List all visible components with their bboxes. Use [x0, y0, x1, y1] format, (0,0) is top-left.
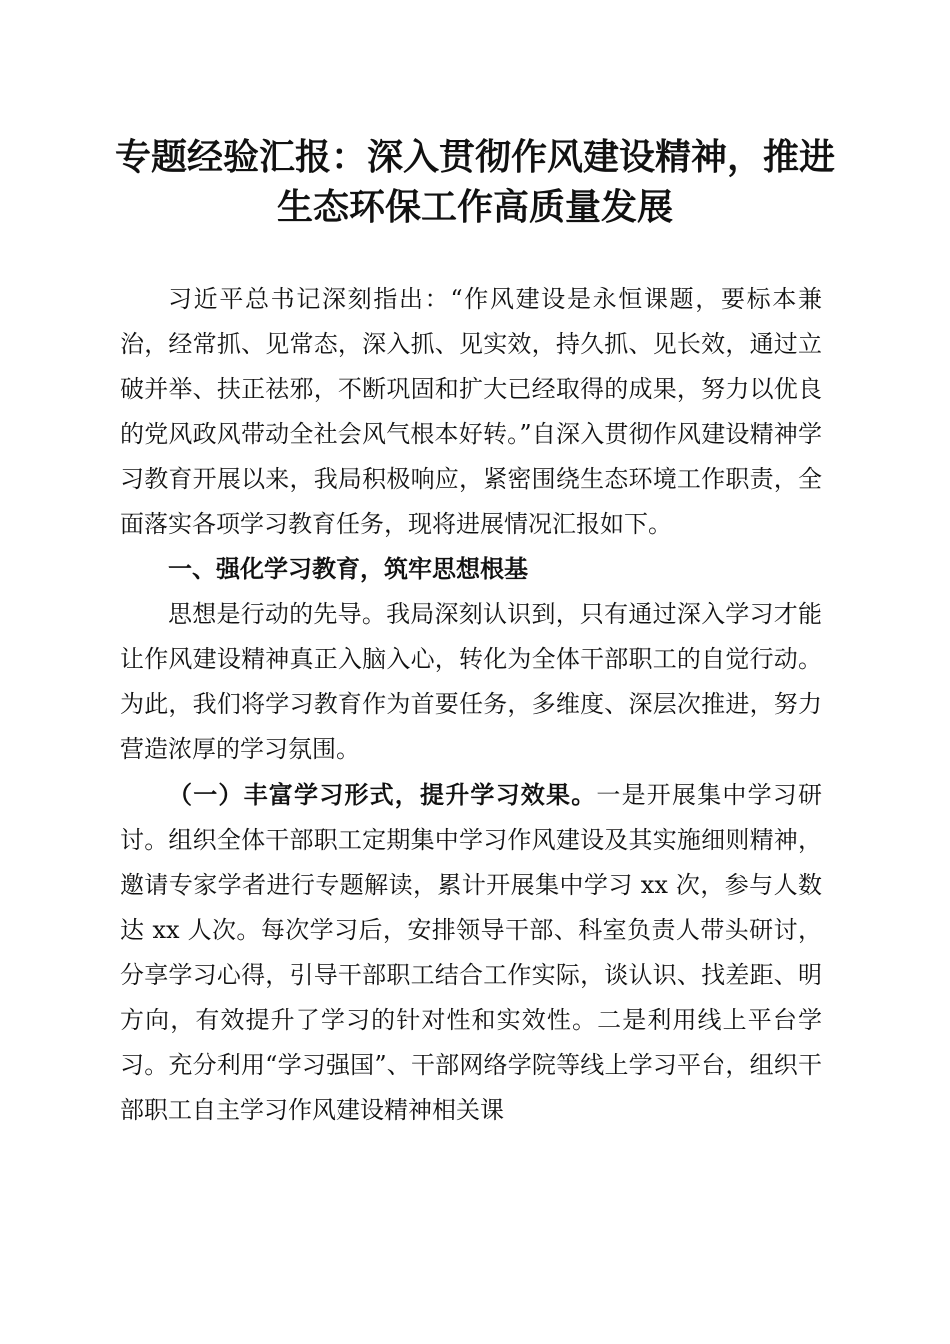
title-line-1: 专题经验汇报：深入贯彻作风建设精神，推进	[114, 136, 835, 178]
section-1-heading: 一、强化学习教育，筑牢思想根基	[168, 555, 528, 583]
document-title	[110, 132, 840, 232]
intro-paragraph: 习近平总书记深刻指出：“作风建设是永恒课题，要标本兼治，经常抓、见常态，深入抓、见实效，持久抓、见长效，通过立破并举、扶正祛邪，不断巩固和扩大已经取得的成果，努力以优良的党风政风带动全社会风气根本好转。”自深入贯彻作风建设精神学习教育开展以来，我局积极响应，紧密围绕生态环境工作职责，全面落实各项学习教育任务，现将进展情况汇报如下。	[120, 285, 822, 538]
section-1-paragraph: 思想是行动的先导。我局深刻认识到，只有通过深入学习才能让作风建设精神真正入脑入心，转化为全体干部职工的自觉行动。为此，我们将学习教育作为首要任务，多维度、深层次推进，努力营造浓厚的学习氛围。	[120, 600, 822, 763]
document-body	[120, 277, 822, 1133]
subsection-1-text: 一是开展集中学习研讨。组织全体干部职工定期集中学习作风建设及其实施细则精神，邀请专家学者进行专题解读，累计开展集中学习 xx 次，参与人数达 xx 人次。每次学习后，安排领导干部、科室负责人带头研讨，分享学习心得，引导干部职工结合工作实际，谈认识、找差距、明方向，有效提升了学习的针对性和实效性。二是利用线上平台学习。充分利用“学习强国”、干部网络学院等线上学习平台，组织干部职工自主学习作风建设精神相关课	[120, 781, 823, 1124]
subsection-1-heading: （一）丰富学习形式，提升学习效果。	[168, 780, 597, 809]
title-line-2: 生态环保工作高质量发展	[276, 186, 673, 228]
subsection-1-paragraph	[120, 772, 822, 1133]
